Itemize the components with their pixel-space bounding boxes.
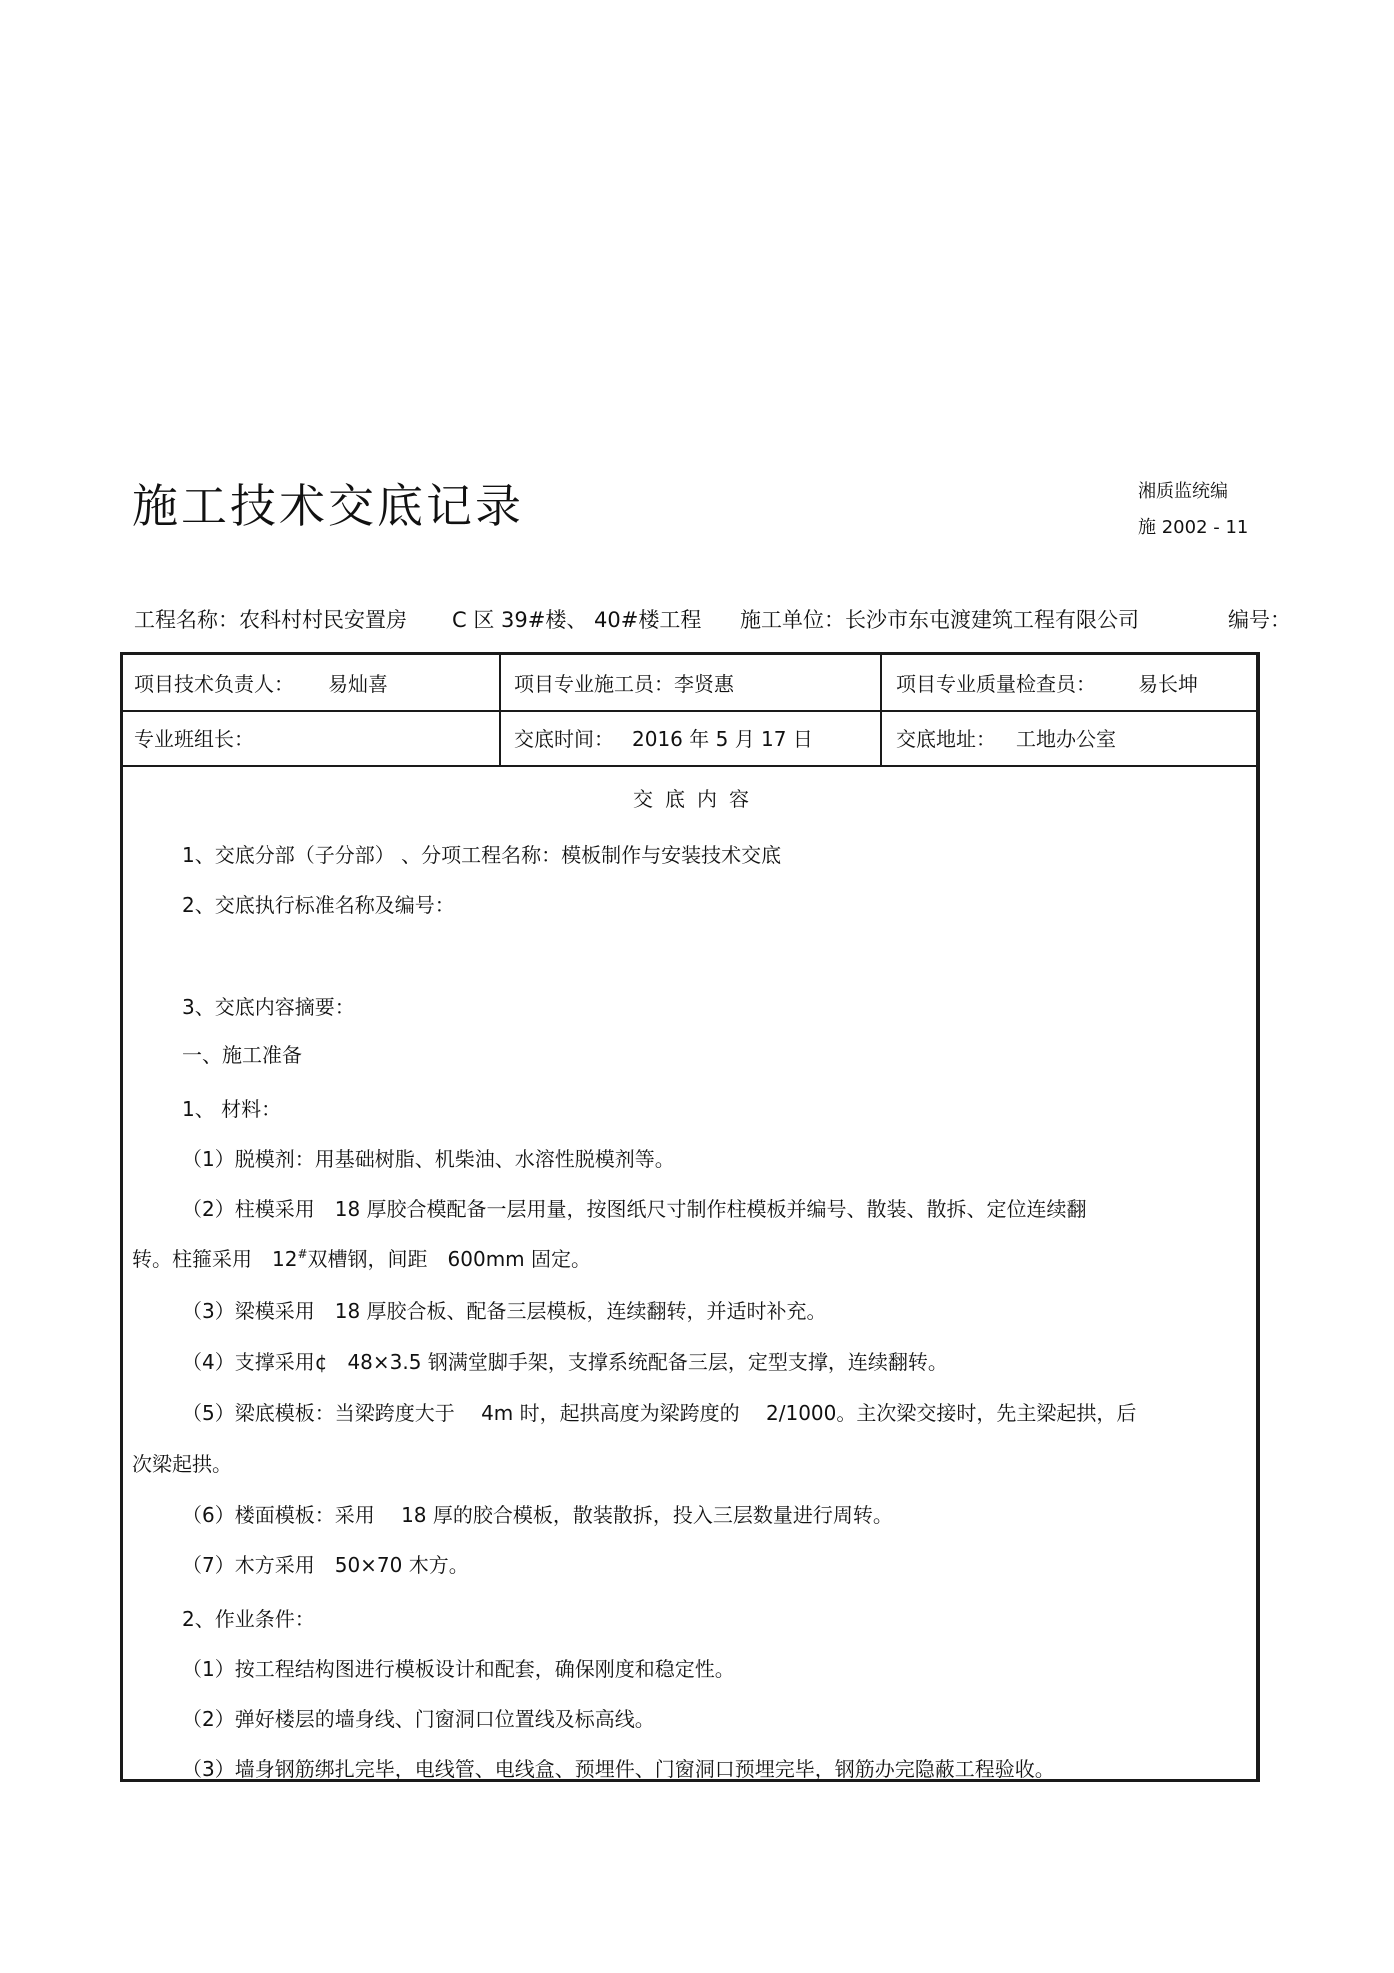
content-paragraph: （2）弹好楼层的墙身线、门窗洞口位置线及标高线。 [182,1707,655,1731]
team-leader: 专业班组长： [134,727,254,751]
content-paragraph: 1、 材料： [182,1097,282,1121]
content-paragraph: （6）楼面模板：采用 18 厚的胶合模板，散装散拆，投入三层数量进行周转。 [182,1503,893,1527]
quality-inspector-label: 项目专业质量检查员： [896,672,1096,696]
form-code [1138,474,1248,546]
quality-inspector-name: 易长坤 [1138,672,1198,696]
text-span: 转。柱箍采用 12 [132,1247,298,1271]
content-paragraph: （5）梁底模板：当梁跨度大于 4m 时，起拱高度为梁跨度的 2/1000。主次梁交接时，先主梁起拱，后 [182,1401,1137,1425]
time-label: 交底时间： [514,727,614,751]
site-engineer: 项目专业施工员：李贤惠 [514,672,734,696]
content-paragraph: （7）木方采用 50×70 木方。 [182,1553,469,1577]
tech-lead-label: 项目技术负责人： [134,672,294,696]
tech-lead-name: 易灿喜 [328,672,388,696]
row-divider [120,710,1260,712]
content-paragraph: （1）脱模剂：用基础树脂、机柴油、水溶性脱模剂等。 [182,1147,675,1171]
content-paragraph: （1）按工程结构图进行模板设计和配套，确保刚度和稳定性。 [182,1657,735,1681]
text-span: 双槽钢，间距 600mm 固定。 [307,1247,592,1271]
content-paragraph [132,1243,591,1272]
form-code-line1: 湘质监统编 [1138,481,1228,502]
place-label: 交底地址： [896,727,996,751]
content-heading: 交底内容 [633,787,761,811]
column-divider [880,652,882,766]
column-divider [499,652,501,766]
content-paragraph: 2、交底执行标准名称及编号： [182,893,455,917]
content-paragraph: 次梁起拱。 [132,1452,232,1476]
content-paragraph: （2）柱模采用 18 厚胶合模配备一层用量，按图纸尺寸制作柱模板并编号、散装、散拆、定位连续翻 [182,1197,1087,1221]
number-label: 编号： [1228,608,1291,632]
content-paragraph: 一、施工准备 [182,1043,302,1067]
form-code-line2: 施 2002 - 11 [1138,517,1249,538]
content-paragraph: 2、作业条件： [182,1607,315,1631]
content-paragraph: 1、交底分部（子分部） 、分项工程名称：模板制作与安装技术交底 [182,843,782,867]
content-paragraph: （4）支撑采用¢ 48×3.5 钢满堂脚手架，支撑系统配备三层，定型支撑，连续翻转。 [182,1350,948,1374]
project-zone: C 区 39#楼、 40#楼工程 [452,608,702,632]
place-value: 工地办公室 [1016,727,1116,751]
document-title: 施工技术交底记录 [132,479,524,533]
time-value: 2016 年 5 月 17 日 [632,727,813,751]
row-divider [120,765,1260,767]
project-name: 工程名称：农科村村民安置房 [134,608,407,632]
content-paragraph: （3）梁模采用 18 厚胶合板、配备三层模板，连续翻转，并适时补充。 [182,1299,827,1323]
content-paragraph: 3、交底内容摘要： [182,995,355,1019]
content-paragraph: （3）墙身钢筋绑扎完毕，电线管、电线盒、预埋件、门窗洞口预埋完毕，钢筋办完隐蔽工程验收。 [182,1757,1055,1781]
superscript: # [297,1247,308,1261]
contractor: 施工单位：长沙市东屯渡建筑工程有限公司 [740,608,1139,632]
